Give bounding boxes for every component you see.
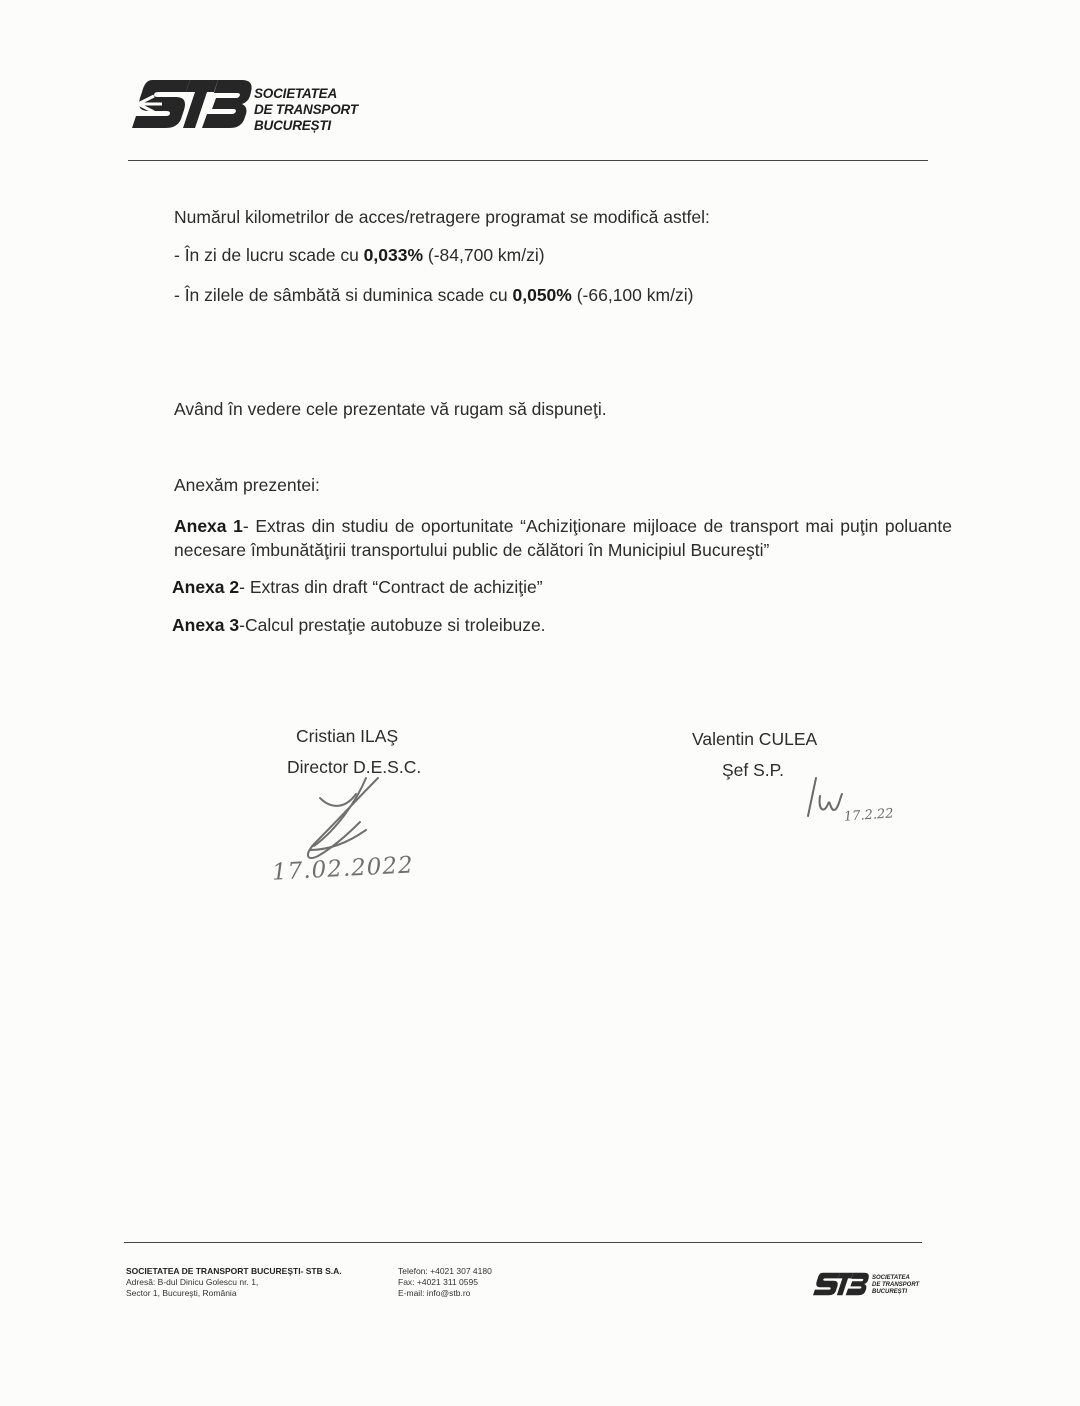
footer-divider: [124, 1242, 922, 1243]
stb-logo: [132, 74, 252, 134]
header-divider: [128, 160, 928, 161]
bullet-text: - În zi de lucru scade cu: [174, 245, 364, 265]
company-name-line: BUCUREȘTI: [872, 1289, 908, 1295]
intro-paragraph: Numărul kilometrilor de acces/retragere programat se modifică astfel:: [174, 207, 710, 227]
bullet-text: - În zilele de sâmbătă si duminica scade cu: [174, 285, 513, 305]
signatory-right-name: Valentin CULEA: [692, 729, 818, 749]
annex-label: Anexa 3: [172, 615, 240, 635]
signatory-left-name: Cristian ILAŞ: [296, 726, 399, 746]
footer-company-block: [126, 1266, 342, 1299]
handwritten-date-right: 17.2.22: [843, 806, 895, 825]
signatory-right-title: Şef S.P.: [722, 760, 784, 780]
annex-1: [174, 514, 952, 562]
annex-intro: Anexăm prezentei:: [174, 475, 320, 495]
footer-address: Sector 1, Bucureşti, România: [126, 1288, 237, 1298]
footer-contact-block: [398, 1266, 492, 1299]
annex-3: [172, 614, 546, 636]
bullet-weekday: [174, 244, 545, 266]
footer-address: Adresă: B-dul Dinicu Golescu nr. 1,: [126, 1277, 259, 1287]
bullet-value: (-84,700 km/zi): [423, 245, 545, 265]
annex-text: -Calcul prestaţie autobuze si troleibuze.: [239, 615, 546, 635]
handwritten-date-left: 17.02.2022: [271, 852, 415, 886]
footer-email: E-mail: info@stb.ro: [398, 1288, 471, 1298]
request-paragraph: Având în vedere cele prezentate vă rugam să dispuneţi.: [174, 399, 607, 419]
footer-fax: Fax: +4021 311 0595: [398, 1277, 478, 1287]
signature-right: [800, 776, 860, 836]
footer-company-name: [872, 1275, 919, 1296]
company-name-line: BUCUREȘTI: [254, 118, 331, 133]
annex-label: Anexa 2: [172, 577, 240, 597]
footer-phone: Telefon: +4021 307 4180: [398, 1266, 492, 1276]
footer-company: SOCIETATEA DE TRANSPORT BUCUREŞTI- STB S.A.: [126, 1266, 342, 1276]
signatory-left-title: Director D.E.S.C.: [287, 757, 422, 777]
company-name-line: SOCIETATEA: [254, 86, 338, 101]
annex-label: Anexa 1: [174, 516, 243, 536]
bullet-weekend: [174, 284, 693, 306]
bullet-percent: 0,050%: [512, 285, 572, 305]
company-name: [254, 86, 358, 134]
company-name-line: DE TRANSPORT: [254, 102, 358, 117]
bullet-value: (-66,100 km/zi): [571, 285, 694, 305]
annex-text: - Extras din studiu de oportunitate “Achiziţionare mijloace de transport mai puţin poluante necesare îmbunătăţirii transportului public de călători în Municipiul Bucureşti”: [174, 516, 952, 560]
stb-logo-small: [812, 1270, 870, 1298]
bullet-percent: 0,033%: [363, 245, 424, 265]
company-name-line: DE TRANSPORT: [872, 1282, 920, 1288]
annex-2: [172, 576, 543, 598]
annex-text: - Extras din draft “Contract de achiziţie”: [239, 577, 543, 597]
company-name-line: SOCIETATEA: [872, 1275, 910, 1281]
